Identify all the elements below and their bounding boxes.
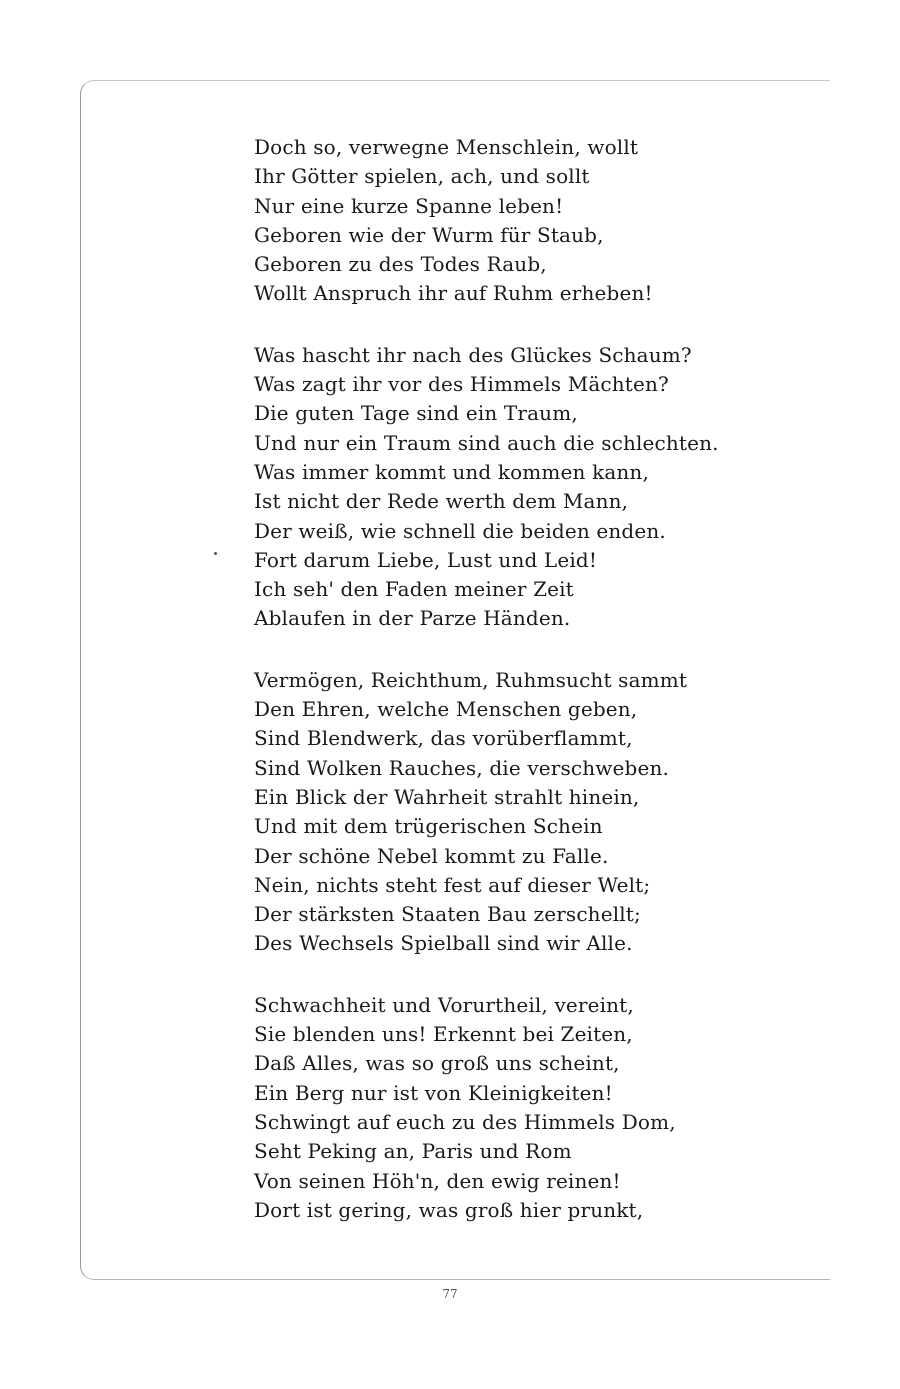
poem-line: Des Wechsels Spielball sind wir Alle. <box>254 931 633 956</box>
poem-line: Sind Blendwerk, das vorüberflammt, <box>254 726 633 751</box>
poem-line: Und mit dem trügerischen Schein <box>254 814 603 839</box>
poem-line: Ich seh' den Faden meiner Zeit <box>254 577 574 602</box>
poem-line: Nur eine kurze Spanne leben! <box>254 193 564 218</box>
poem-line: Vermögen, Reichthum, Ruhmsucht sammt <box>254 667 688 692</box>
page-number: 77 <box>442 1287 458 1301</box>
poem-line: Der schöne Nebel kommt zu Falle. <box>254 843 609 868</box>
poem-line: Ihr Götter spielen, ach, und sollt <box>254 164 590 189</box>
stray-mark <box>214 552 217 555</box>
poem-line: Doch so, verwegne Menschlein, wollt <box>254 135 639 159</box>
poem-line: Und nur ein Traum sind auch die schlechten. <box>254 430 719 455</box>
poem-line: Wollt Anspruch ihr auf Ruhm erheben! <box>254 281 653 306</box>
poem-line: Sie blenden uns! Erkennt bei Zeiten, <box>254 1022 633 1047</box>
poem-line: Daß Alles, was so groß uns scheint, <box>254 1051 620 1076</box>
poem-line: Nein, nichts steht fest auf dieser Welt; <box>254 872 651 897</box>
poem-line: Ein Blick der Wahrheit strahlt hinein, <box>254 784 640 809</box>
poem-line: Ein Berg nur ist von Kleinigkeiten! <box>254 1080 613 1105</box>
poem-line: Geboren wie der Wurm für Staub, <box>254 222 604 247</box>
poem-line: Den Ehren, welche Menschen geben, <box>254 697 638 722</box>
stanza-4 <box>254 991 814 1225</box>
poem-line: Sind Wolken Rauches, die verschweben. <box>254 755 670 780</box>
poem-line: Seht Peking an, Paris und Rom <box>254 1139 572 1164</box>
poem-line: Geboren zu des Todes Raub, <box>254 252 547 277</box>
poem-line: Die guten Tage sind ein Traum, <box>254 401 578 426</box>
poem-line: Dort ist gering, was groß hier prunkt, <box>254 1197 644 1222</box>
poem-line: Was hascht ihr nach des Glückes Schaum? <box>254 342 692 367</box>
poem-line: Der stärksten Staaten Bau zerschellt; <box>254 902 641 927</box>
poem-line: Von seinen Höh'n, den ewig reinen! <box>254 1168 621 1193</box>
poem-line: Schwingt auf euch zu des Himmels Dom, <box>254 1109 676 1134</box>
poem-line: Ablaufen in der Parze Händen. <box>254 606 571 631</box>
poem-line: Fort darum Liebe, Lust und Leid! <box>254 547 598 572</box>
poem-line: Was immer kommt und kommen kann, <box>254 459 649 484</box>
stanza-2 <box>254 341 814 634</box>
stanza-3 <box>254 666 814 959</box>
poem-line: Ist nicht der Rede werth dem Mann, <box>254 489 629 514</box>
poem-line: Schwachheit und Vorurtheil, vereint, <box>254 992 634 1017</box>
poem-line: Der weiß, wie schnell die beiden enden. <box>254 518 666 543</box>
poem-line: Was zagt ihr vor des Himmels Mächten? <box>254 372 669 397</box>
poem <box>254 133 814 1257</box>
stanza-1 <box>254 133 814 309</box>
